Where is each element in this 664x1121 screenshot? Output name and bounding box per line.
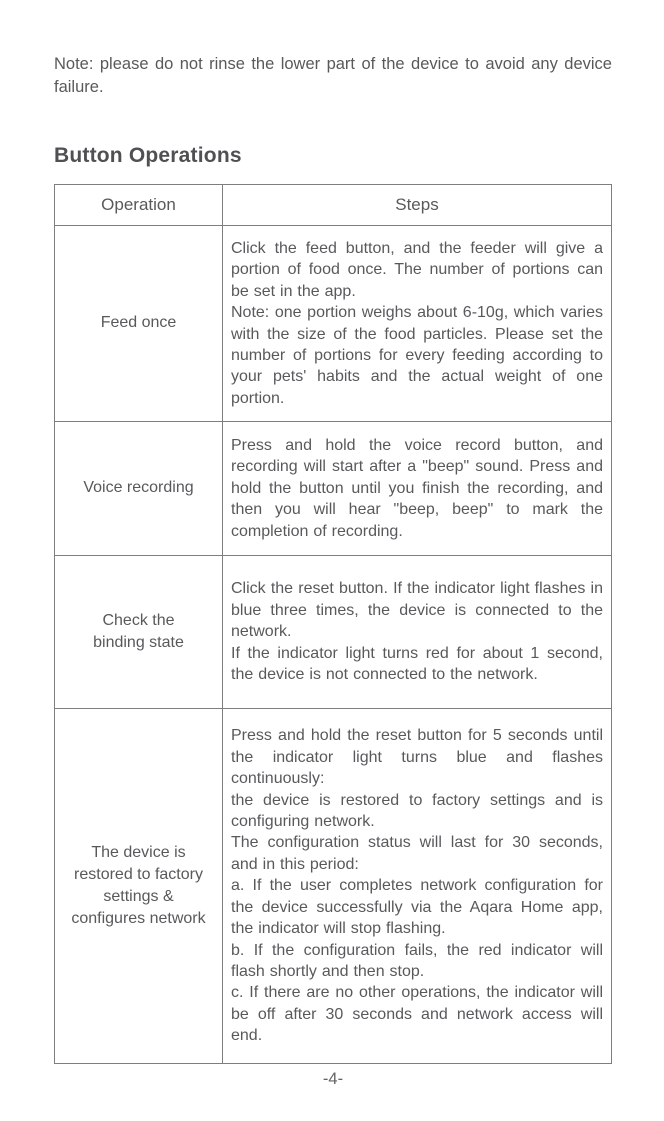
- button-operations-table: [54, 184, 612, 1064]
- table-row: [55, 556, 612, 709]
- steps-paragraph: The configuration status will last for 30 seconds, and in this period:: [231, 834, 603, 873]
- operation-label: Check the binding state: [93, 612, 184, 651]
- steps-paragraph: a. If the user completes network configuration for the device successfully via the Aqara Home app, the indicator will stop flashing.: [231, 877, 603, 938]
- operation-label: Voice recording: [83, 479, 194, 497]
- steps-paragraph: If the indicator light turns red for about 1 second, the device is not connected to the network.: [231, 644, 603, 684]
- header-row: [55, 185, 612, 226]
- steps-cell-check-binding-state: [223, 556, 612, 709]
- steps-paragraph: Click the reset button. If the indicator light flashes in blue three times, the device is connected to the network.: [231, 580, 603, 641]
- steps-paragraph: Click the feed button, and the feeder will give a portion of food once. The number of portions can be set in the app.: [231, 239, 603, 300]
- steps-paragraph: c. If there are no other operations, the indicator will be off after 30 seconds and network access will end.: [231, 984, 603, 1045]
- header-steps: Steps: [223, 185, 612, 226]
- steps-cell-restore-factory: [223, 709, 612, 1064]
- steps-paragraph: Note: one portion weighs about 6-10g, which varies with the size of the food particles. Please set the number of portions for every feeding according to your pets' habits and the actual weight of one portion.: [231, 304, 603, 407]
- operation-cell-voice-recording: [55, 422, 223, 556]
- header-operation: Operation: [55, 185, 223, 226]
- steps-cell-feed-once: [223, 226, 612, 422]
- table-row: [55, 709, 612, 1064]
- note-text: Note: please do not rinse the lower part of the device to avoid any device failure.: [54, 55, 612, 96]
- steps-paragraph: b. If the configuration fails, the red indicator will flash shortly and then stop.: [231, 941, 603, 980]
- operation-cell-check-binding-state: [55, 556, 223, 709]
- table-row: [55, 422, 612, 556]
- operation-label: The device is restored to factory settings & configures network: [71, 844, 206, 927]
- steps-paragraph: Press and hold the voice record button, and recording will start after a "beep" sound. Press and hold the button until you finish the recording, and then you will hear "beep, beep" to mark the completion of recording.: [231, 436, 603, 540]
- operation-cell-feed-once: [55, 226, 223, 422]
- section-title: Button Operations: [54, 144, 242, 167]
- operation-label: Feed once: [100, 314, 177, 332]
- page-number: -4-: [322, 1070, 344, 1088]
- steps-paragraph: Press and hold the reset button for 5 seconds until the indicator light turns blue and flashes continuously:: [231, 727, 603, 788]
- table-header: [55, 185, 612, 226]
- steps-paragraph: the device is restored to factory settings and is configuring network.: [231, 791, 603, 831]
- table-row: [55, 226, 612, 422]
- operation-cell-restore-factory: [55, 709, 223, 1064]
- steps-cell-voice-recording: [223, 422, 612, 556]
